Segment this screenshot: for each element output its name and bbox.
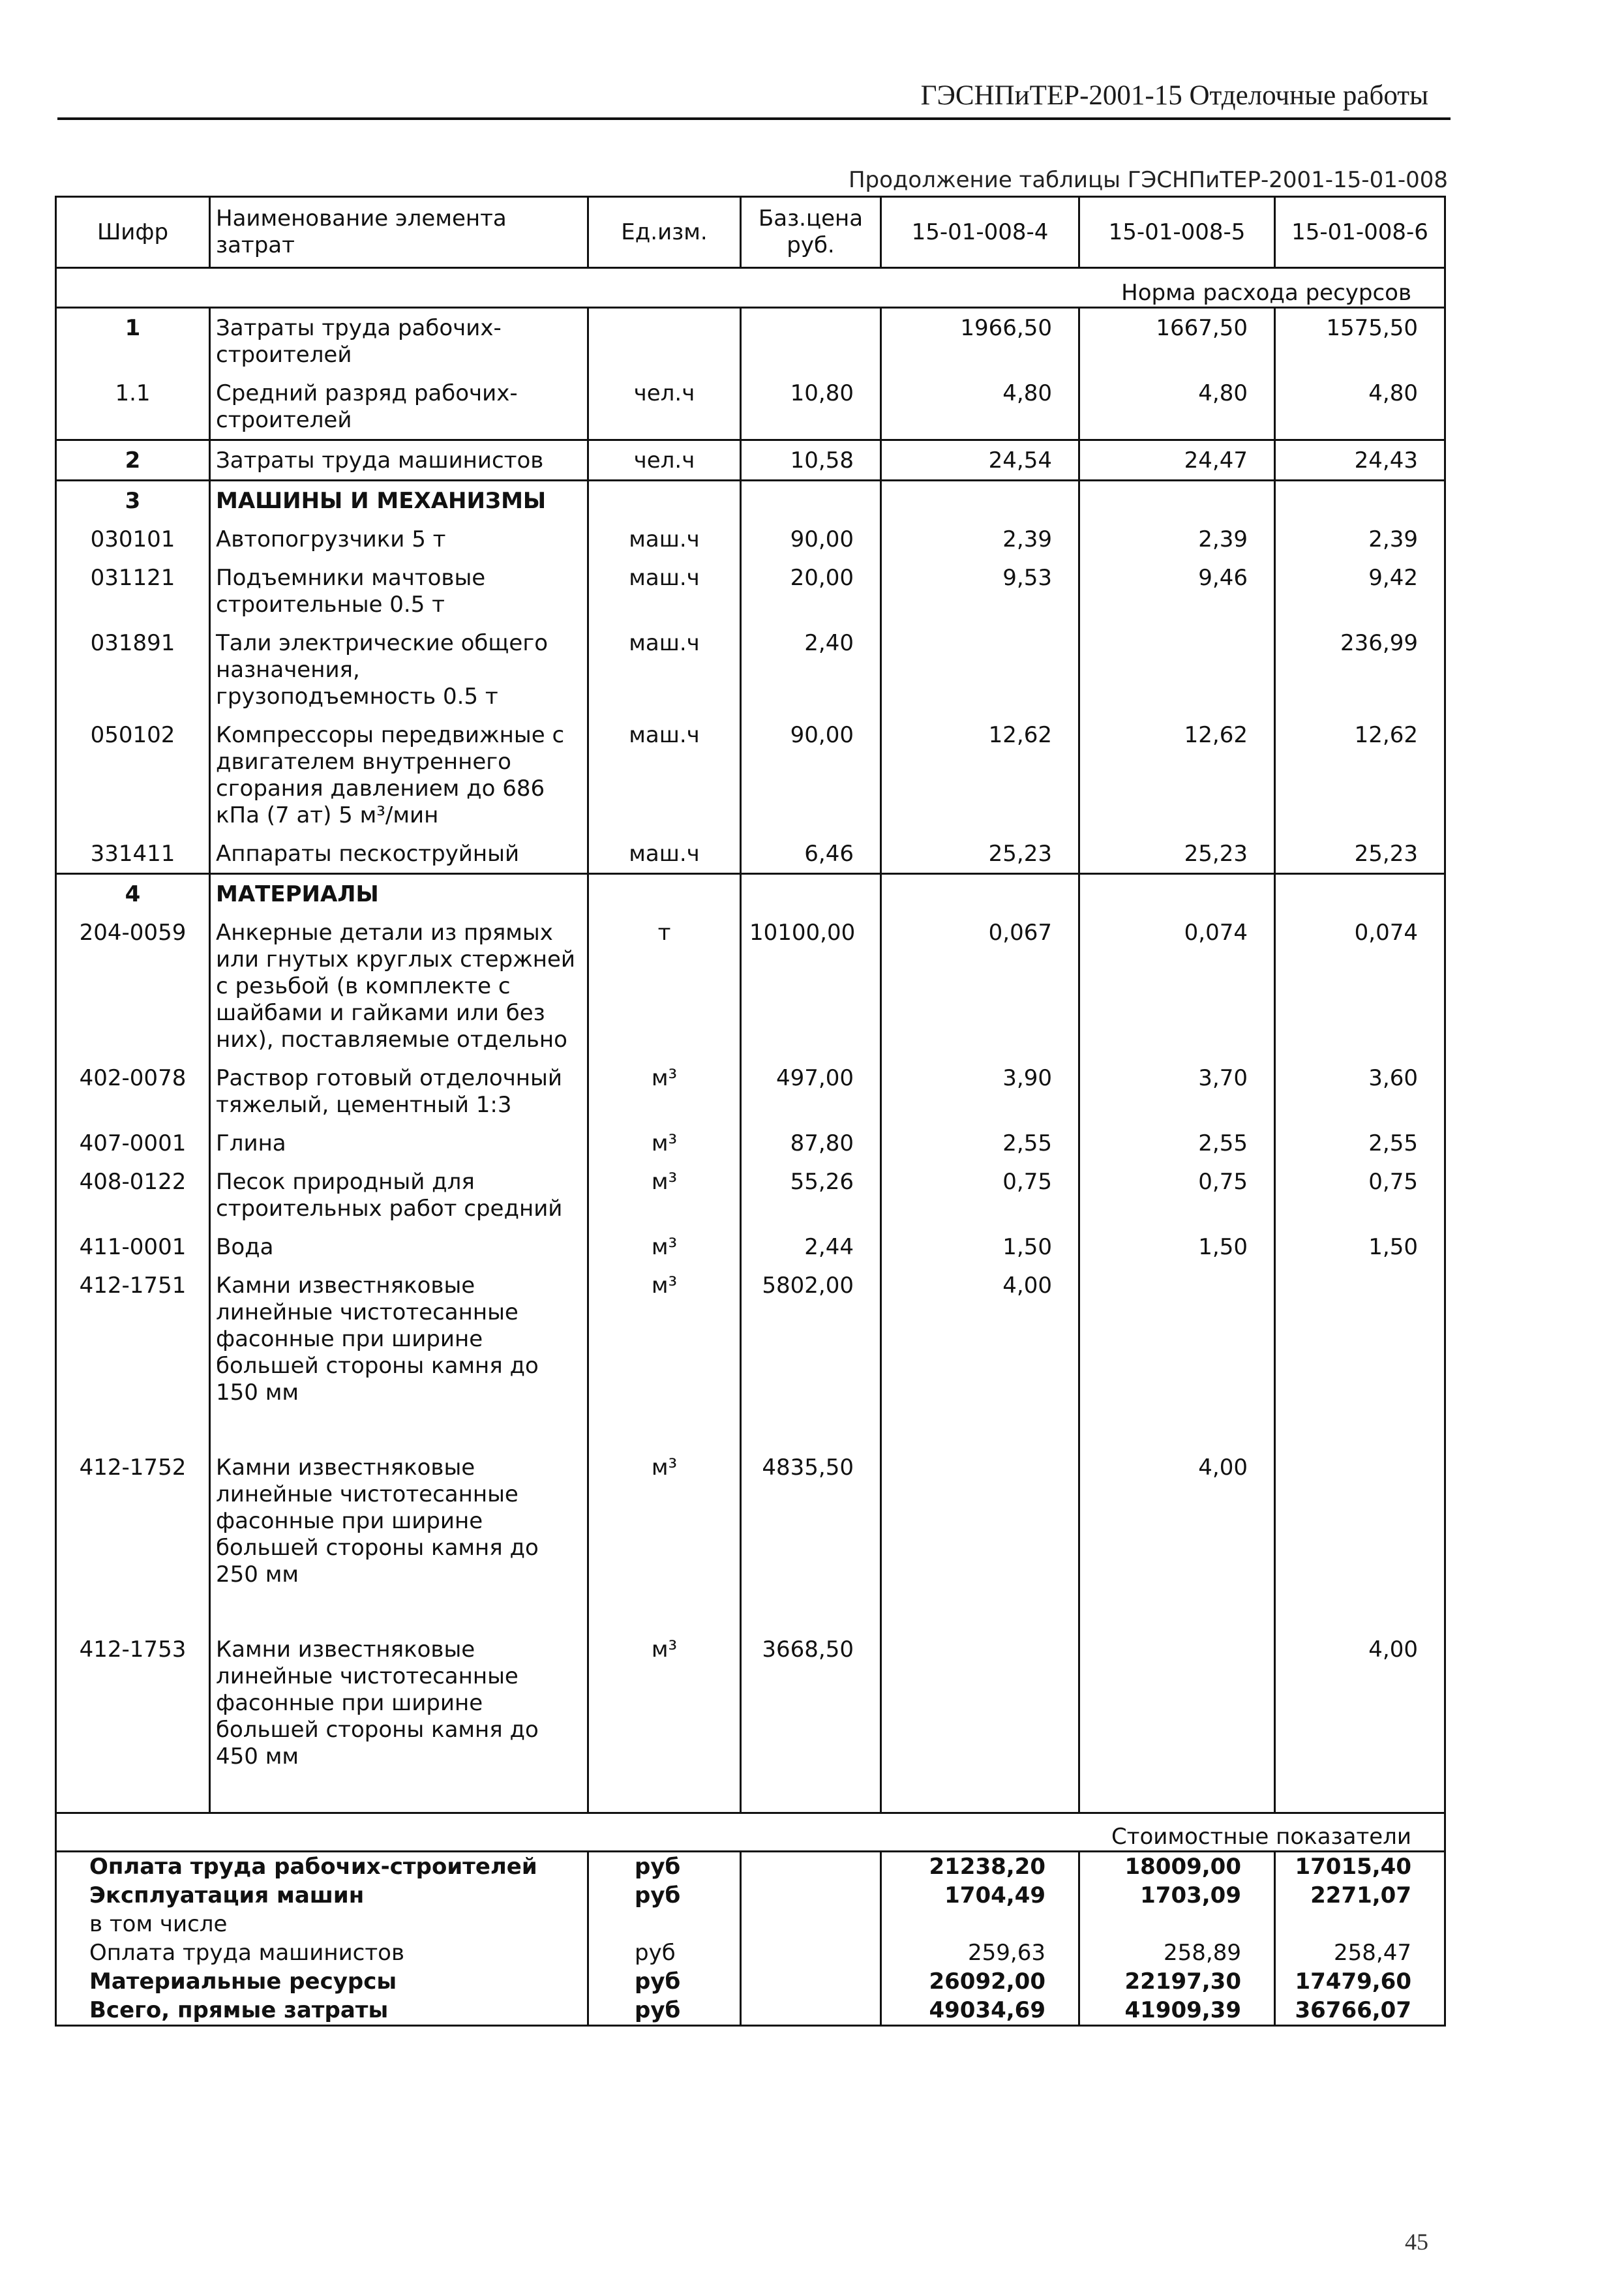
row-price — [741, 308, 881, 374]
cost-caption-row — [56, 1813, 1445, 1852]
row-value-5: 12,62 — [1079, 716, 1275, 834]
row-name: Аппараты пескоструйный — [210, 834, 588, 874]
cost-unit — [588, 1910, 741, 1938]
cost-row — [56, 1852, 1445, 1882]
row-unit: маш.ч — [588, 558, 741, 624]
table-row — [56, 1059, 1445, 1124]
row-unit: маш.ч — [588, 624, 741, 716]
row-value-4: 24,54 — [881, 440, 1079, 481]
column-header-15-01-008-6: 15-01-008-6 — [1275, 197, 1445, 268]
row-value-5: 0,75 — [1079, 1162, 1275, 1228]
row-code: 331411 — [56, 834, 210, 874]
row-price: 87,80 — [741, 1124, 881, 1162]
section-code: 4 — [56, 874, 210, 914]
resource-norms-table — [55, 196, 1446, 2027]
cost-value-5: 41909,39 — [1079, 1996, 1275, 2026]
section-row — [56, 874, 1445, 914]
table-caption: Продолжение таблицы ГЭСНПиТЕР-2001-15-01-008 — [848, 167, 1448, 193]
row-value-4: 4,00 — [881, 1266, 1079, 1411]
table-row — [56, 440, 1445, 481]
row-value-4: 1,50 — [881, 1228, 1079, 1266]
row-value-4 — [881, 1448, 1079, 1593]
table-row — [56, 624, 1445, 716]
column-header-15-01-008-5: 15-01-008-5 — [1079, 197, 1275, 268]
row-value-6: 9,42 — [1275, 558, 1445, 624]
row-value-6: 0,074 — [1275, 913, 1445, 1059]
row-code: 411-0001 — [56, 1228, 210, 1266]
table-row — [56, 716, 1445, 834]
cost-value-6: 17479,60 — [1275, 1967, 1445, 1996]
row-code: 412-1753 — [56, 1630, 210, 1775]
table-row — [56, 1448, 1445, 1593]
cost-unit: руб — [588, 1852, 741, 1882]
row-value-5: 4,80 — [1079, 374, 1275, 440]
row-value-5 — [1079, 1266, 1275, 1411]
section-row — [56, 481, 1445, 520]
table-row — [56, 1630, 1445, 1775]
cost-value-5 — [1079, 1910, 1275, 1938]
row-value-4: 1966,50 — [881, 308, 1079, 374]
row-value-6: 24,43 — [1275, 440, 1445, 481]
section-code: 3 — [56, 481, 210, 520]
row-price: 497,00 — [741, 1059, 881, 1124]
row-price: 10100,00 — [741, 913, 881, 1059]
row-value-4 — [881, 624, 1079, 716]
cost-value-6: 36766,07 — [1275, 1996, 1445, 2026]
row-code: 408-0122 — [56, 1162, 210, 1228]
row-code: 402-0078 — [56, 1059, 210, 1124]
row-name: Тали электрические общего назначения, грузоподъемность 0.5 т — [210, 624, 588, 716]
row-unit: м³ — [588, 1266, 741, 1411]
row-code: 2 — [56, 440, 210, 481]
row-code: 031121 — [56, 558, 210, 624]
row-price: 4835,50 — [741, 1448, 881, 1593]
row-unit: т — [588, 913, 741, 1059]
row-value-4: 0,067 — [881, 913, 1079, 1059]
cost-label: в том числе — [56, 1910, 588, 1938]
row-spacer — [56, 1593, 1445, 1630]
row-value-5: 0,074 — [1079, 913, 1275, 1059]
row-value-6: 2,39 — [1275, 520, 1445, 558]
row-value-5: 1,50 — [1079, 1228, 1275, 1266]
cost-value-4: 26092,00 — [881, 1967, 1079, 1996]
cost-label: Оплата труда машинистов — [56, 1938, 588, 1967]
row-value-6: 1575,50 — [1275, 308, 1445, 374]
row-name: Песок природный для строительных работ средний — [210, 1162, 588, 1228]
row-value-5: 3,70 — [1079, 1059, 1275, 1124]
row-code: 407-0001 — [56, 1124, 210, 1162]
row-price: 3668,50 — [741, 1630, 881, 1775]
cost-value-6: 2271,07 — [1275, 1881, 1445, 1910]
row-value-6: 4,80 — [1275, 374, 1445, 440]
row-price: 2,44 — [741, 1228, 881, 1266]
cost-row — [56, 1910, 1445, 1938]
column-header-15-01-008-4: 15-01-008-4 — [881, 197, 1079, 268]
cost-value-4: 49034,69 — [881, 1996, 1079, 2026]
row-unit: м³ — [588, 1448, 741, 1593]
row-unit: маш.ч — [588, 716, 741, 834]
cost-caption: Стоимостные показатели — [56, 1813, 1445, 1852]
cost-label: Всего, прямые затраты — [56, 1996, 588, 2026]
table-row — [56, 558, 1445, 624]
row-unit: м³ — [588, 1228, 741, 1266]
row-value-6: 0,75 — [1275, 1162, 1445, 1228]
row-name: Вода — [210, 1228, 588, 1266]
row-value-6: 3,60 — [1275, 1059, 1445, 1124]
cost-unit: руб — [588, 1967, 741, 1996]
cost-value-6: 17015,40 — [1275, 1852, 1445, 1882]
cost-value-5: 18009,00 — [1079, 1852, 1275, 1882]
row-value-5 — [1079, 1630, 1275, 1775]
row-value-4: 2,39 — [881, 520, 1079, 558]
section-title: МАШИНЫ И МЕХАНИЗМЫ — [210, 481, 588, 520]
norm-caption-row — [56, 268, 1445, 308]
row-value-5: 2,55 — [1079, 1124, 1275, 1162]
row-name: Затраты труда рабочих-строителей — [210, 308, 588, 374]
column-header-price: Баз.цена руб. — [741, 197, 881, 268]
column-header-code: Шифр — [56, 197, 210, 268]
cost-row — [56, 1967, 1445, 1996]
row-value-5: 1667,50 — [1079, 308, 1275, 374]
row-value-5: 2,39 — [1079, 520, 1275, 558]
row-name: Подъемники мачтовые строительные 0.5 т — [210, 558, 588, 624]
row-name: Компрессоры передвижные с двигателем внутреннего сгорания давлением до 686 кПа (7 ат) 5 м³/мин — [210, 716, 588, 834]
cost-value-4: 259,63 — [881, 1938, 1079, 1967]
row-price: 55,26 — [741, 1162, 881, 1228]
cost-unit: руб — [588, 1996, 741, 2026]
cost-value-5: 22197,30 — [1079, 1967, 1275, 1996]
page-number: 45 — [1405, 2229, 1428, 2255]
table-row — [56, 1228, 1445, 1266]
row-value-4 — [881, 1630, 1079, 1775]
cost-row — [56, 1938, 1445, 1967]
row-code: 030101 — [56, 520, 210, 558]
row-value-6 — [1275, 1266, 1445, 1411]
row-code: 031891 — [56, 624, 210, 716]
row-price: 90,00 — [741, 716, 881, 834]
cost-value-6: 258,47 — [1275, 1938, 1445, 1967]
row-name: Камни известняковые линейные чистотесанные фасонные при ширине большей стороны камня до 250 мм — [210, 1448, 588, 1593]
row-spacer — [56, 1411, 1445, 1448]
row-name: Автопогрузчики 5 т — [210, 520, 588, 558]
row-code: 1 — [56, 308, 210, 374]
running-header: ГЭСНПиТЕР-2001-15 Отделочные работы — [920, 80, 1428, 111]
cost-row — [56, 1881, 1445, 1910]
row-value-6: 2,55 — [1275, 1124, 1445, 1162]
row-value-6: 25,23 — [1275, 834, 1445, 874]
cost-label: Эксплуатация машин — [56, 1881, 588, 1910]
section-title: МАТЕРИАЛЫ — [210, 874, 588, 914]
table-row — [56, 834, 1445, 874]
row-unit: чел.ч — [588, 374, 741, 440]
table-row — [56, 308, 1445, 374]
row-code: 412-1751 — [56, 1266, 210, 1411]
cost-row — [56, 1996, 1445, 2026]
column-header-name: Наименование элемента затрат — [210, 197, 588, 268]
cost-label: Оплата труда рабочих-строителей — [56, 1852, 588, 1882]
row-value-6: 236,99 — [1275, 624, 1445, 716]
row-price: 90,00 — [741, 520, 881, 558]
row-unit: маш.ч — [588, 834, 741, 874]
table-row — [56, 1124, 1445, 1162]
row-price: 10,80 — [741, 374, 881, 440]
row-unit — [588, 308, 741, 374]
row-value-5: 24,47 — [1079, 440, 1275, 481]
table-row — [56, 520, 1445, 558]
table-row — [56, 1162, 1445, 1228]
row-name: Анкерные детали из прямых или гнутых круглых стержней с резьбой (в комплекте с шайбами и гайками или без них), поставляемые отдельно — [210, 913, 588, 1059]
table-header-row — [56, 197, 1445, 268]
table-row — [56, 374, 1445, 440]
row-name: Раствор готовый отделочный тяжелый, цементный 1:3 — [210, 1059, 588, 1124]
row-value-4: 12,62 — [881, 716, 1079, 834]
row-name: Камни известняковые линейные чистотесанные фасонные при ширине большей стороны камня до 150 мм — [210, 1266, 588, 1411]
cost-value-4: 1704,49 — [881, 1881, 1079, 1910]
column-header-unit: Ед.изм. — [588, 197, 741, 268]
row-code: 1.1 — [56, 374, 210, 440]
row-unit: м³ — [588, 1630, 741, 1775]
cost-value-4: 21238,20 — [881, 1852, 1079, 1882]
cost-value-6 — [1275, 1910, 1445, 1938]
row-value-6 — [1275, 1448, 1445, 1593]
row-value-5: 25,23 — [1079, 834, 1275, 874]
row-unit: м³ — [588, 1059, 741, 1124]
row-unit: маш.ч — [588, 520, 741, 558]
row-unit: м³ — [588, 1124, 741, 1162]
row-value-4: 2,55 — [881, 1124, 1079, 1162]
row-price: 10,58 — [741, 440, 881, 481]
row-code: 050102 — [56, 716, 210, 834]
cost-value-4 — [881, 1910, 1079, 1938]
row-name: Глина — [210, 1124, 588, 1162]
row-code: 204-0059 — [56, 913, 210, 1059]
cost-value-5: 258,89 — [1079, 1938, 1275, 1967]
header-rule — [57, 117, 1451, 120]
row-price: 6,46 — [741, 834, 881, 874]
row-value-4: 25,23 — [881, 834, 1079, 874]
row-value-6: 1,50 — [1275, 1228, 1445, 1266]
resource-table-container — [55, 196, 1444, 2027]
norm-caption: Норма расхода ресурсов — [56, 268, 1445, 308]
cost-unit: руб — [588, 1881, 741, 1910]
cost-value-5: 1703,09 — [1079, 1881, 1275, 1910]
row-price: 20,00 — [741, 558, 881, 624]
table-row — [56, 1266, 1445, 1411]
row-price: 5802,00 — [741, 1266, 881, 1411]
cost-label: Материальные ресурсы — [56, 1967, 588, 1996]
row-unit: м³ — [588, 1162, 741, 1228]
row-value-5: 4,00 — [1079, 1448, 1275, 1593]
row-value-5: 9,46 — [1079, 558, 1275, 624]
row-value-4: 4,80 — [881, 374, 1079, 440]
row-value-4: 0,75 — [881, 1162, 1079, 1228]
row-value-4: 9,53 — [881, 558, 1079, 624]
row-value-6: 4,00 — [1275, 1630, 1445, 1775]
row-name: Средний разряд рабочих-строителей — [210, 374, 588, 440]
table-row — [56, 913, 1445, 1059]
row-unit: чел.ч — [588, 440, 741, 481]
row-name: Затраты труда машинистов — [210, 440, 588, 481]
row-value-4: 3,90 — [881, 1059, 1079, 1124]
row-price: 2,40 — [741, 624, 881, 716]
row-spacer — [56, 1775, 1445, 1813]
cost-unit: руб — [588, 1938, 741, 1967]
row-value-5 — [1079, 624, 1275, 716]
row-value-6: 12,62 — [1275, 716, 1445, 834]
row-name: Камни известняковые линейные чистотесанные фасонные при ширине большей стороны камня до 450 мм — [210, 1630, 588, 1775]
row-code: 412-1752 — [56, 1448, 210, 1593]
